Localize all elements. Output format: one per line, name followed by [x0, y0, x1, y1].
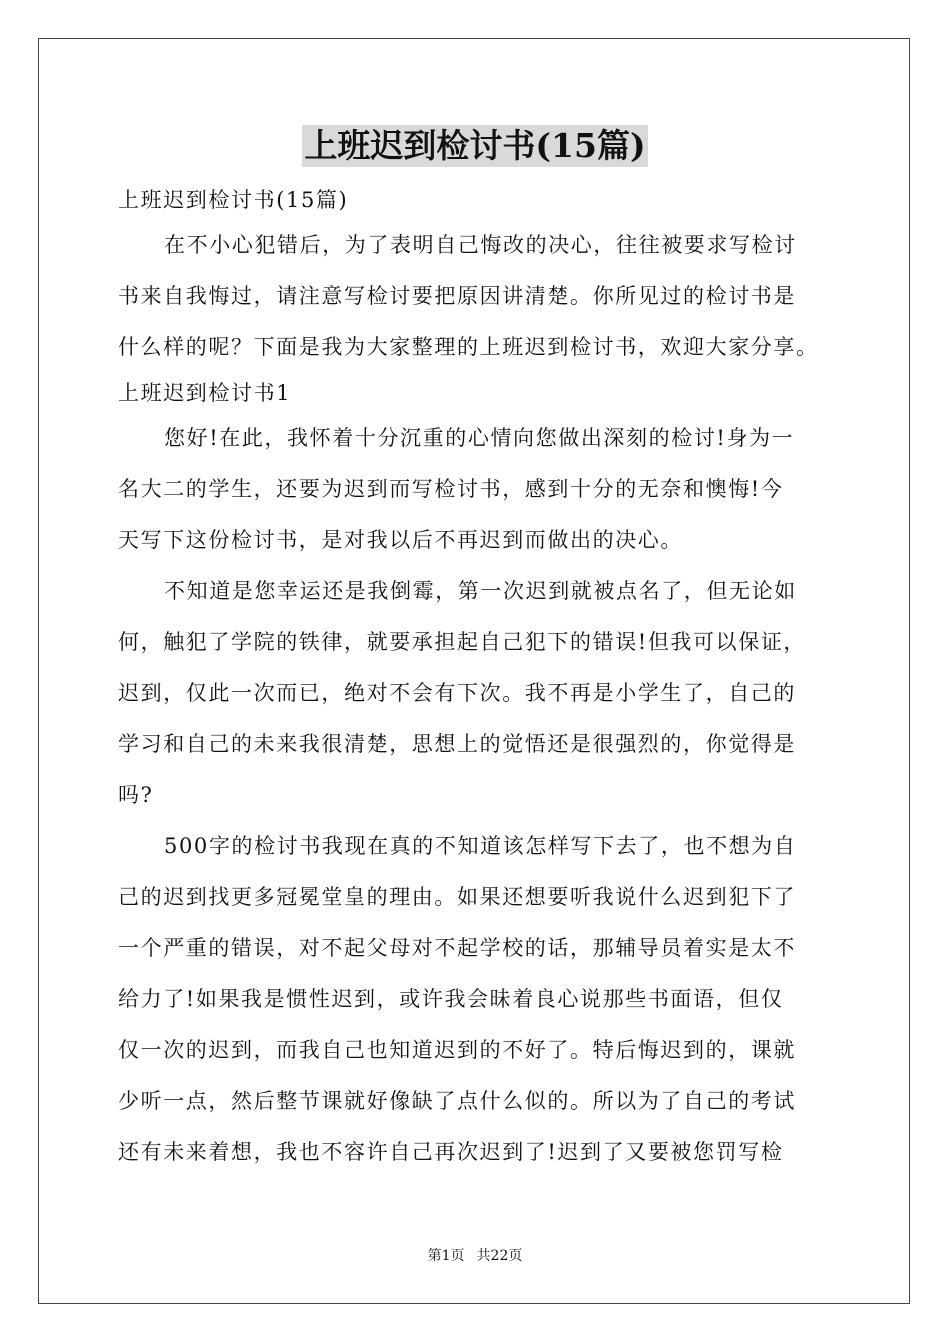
body-line: 还有未来着想，我也不容许自己再次迟到了!迟到了又要被您罚写检 [118, 1140, 784, 1164]
body-line: 己的迟到找更多冠冕堂皇的理由。如果还想要听我说什么迟到犯下了 [118, 885, 796, 909]
body-line: 书来自我悔过，请注意写检讨要把原因讲清楚。你所见过的检讨书是 [118, 284, 796, 308]
body-line: 什么样的呢？下面是我为大家整理的上班迟到检讨书，欢迎大家分享。 [118, 335, 819, 359]
body-line: 少听一点，然后整节课就好像缺了点什么似的。所以为了自己的考试 [118, 1089, 796, 1113]
page-number: 第1页 [427, 1248, 465, 1264]
body-line: 您好!在此，我怀着十分沉重的心情向您做出深刻的检讨!身为一 [164, 426, 795, 450]
body-line: 500字的检讨书我现在真的不知道该怎样写下去了，也不想为自 [164, 834, 797, 858]
body-line: 一个严重的错误，对不起父母对不起学校的话，那辅导员着实是太不 [118, 936, 796, 960]
body-line: 名大二的学生，还要为迟到而写检讨书，感到十分的无奈和懊悔!今 [118, 477, 784, 501]
section-heading: 上班迟到检讨书1 [118, 381, 292, 405]
document-title: 上班迟到检讨书(15篇) [304, 126, 646, 165]
body-line: 在不小心犯错后，为了表明自己悔改的决心，往往被要求写检讨 [164, 233, 797, 257]
body-line: 给力了!如果我是惯性迟到，或许我会昧着良心说那些书面语，但仅 [118, 987, 784, 1011]
body-line: 学习和自己的未来我很清楚，思想上的觉悟还是很强烈的，你觉得是 [118, 732, 796, 756]
body-line: 不知道是您幸运还是我倒霉，第一次迟到就被点名了，但无论如 [164, 579, 797, 603]
body-line: 天写下这份检讨书，是对我以后不再迟到而做出的决心。 [118, 528, 683, 552]
page-footer [0, 1246, 950, 1266]
body-line: 仅一次的迟到，而我自己也知道迟到的不好了。特后悔迟到的，课就 [118, 1038, 796, 1062]
subtitle-line: 上班迟到检讨书(15篇) [118, 188, 349, 212]
page-total: 共22页 [476, 1248, 523, 1264]
body-line: 迟到，仅此一次而已，绝对不会有下次。我不再是小学生了，自己的 [118, 681, 796, 705]
document-body [118, 180, 834, 1178]
body-line: 吗? [118, 783, 154, 807]
title-container [0, 125, 950, 167]
body-line: 何，触犯了学院的铁律，就要承担起自己犯下的错误!但我可以保证， [118, 630, 807, 654]
